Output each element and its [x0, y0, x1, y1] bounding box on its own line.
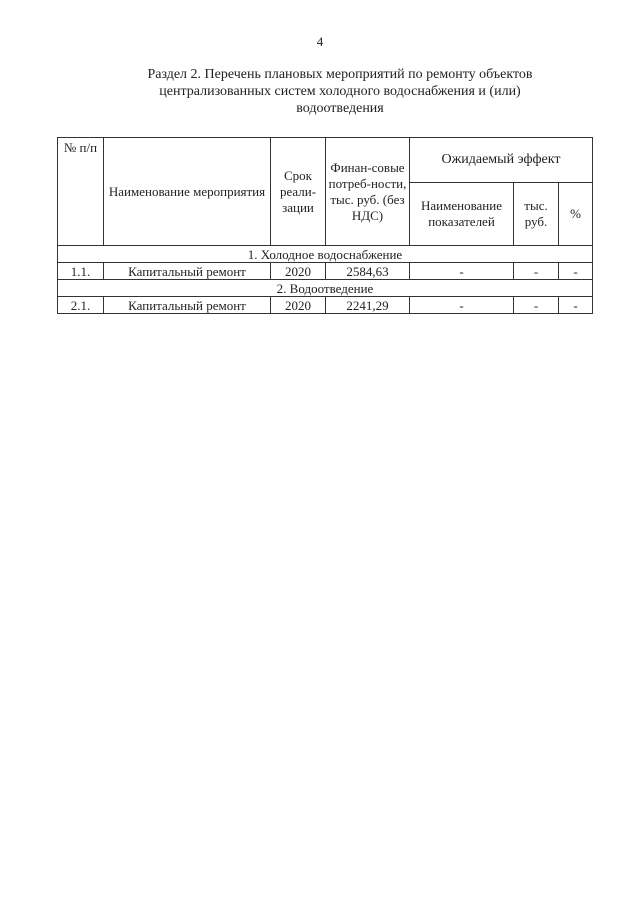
- cell-effect-rub: -: [514, 263, 559, 280]
- cell-effect-pct: -: [559, 263, 593, 280]
- cell-finance: 2241,29: [326, 297, 410, 314]
- cell-effect-rub: -: [514, 297, 559, 314]
- section-heading: 2. Водоотведение: [58, 280, 593, 297]
- section-title-line: Раздел 2. Перечень плановых мероприятий по ремонту объектов: [147, 67, 533, 82]
- header-effect: Ожидаемый эффект: [410, 138, 593, 183]
- header-name: Наименование мероприятия: [104, 138, 271, 246]
- section-title-line: водоотведения: [296, 101, 384, 116]
- cell-finance: 2584,63: [326, 263, 410, 280]
- table-header: [58, 138, 593, 246]
- header-effect-name: Наименование показателей: [410, 183, 514, 246]
- header-effect-pct: %: [559, 183, 593, 246]
- section-row: [58, 246, 593, 263]
- header-finance: Финан-совые потреб-ности, тыс. руб. (без НДС): [326, 138, 410, 246]
- header-effect-rub: тыс. руб.: [514, 183, 559, 246]
- cell-num: 2.1.: [58, 297, 104, 314]
- table-row: [58, 297, 593, 314]
- table-row: [58, 263, 593, 280]
- section-title: [80, 66, 600, 117]
- cell-effect-name: -: [410, 263, 514, 280]
- table-body: [58, 246, 593, 314]
- cell-effect-pct: -: [559, 297, 593, 314]
- cell-term: 2020: [271, 297, 326, 314]
- plan-table: [57, 137, 593, 314]
- cell-name: Капитальный ремонт: [104, 263, 271, 280]
- section-title-line: централизованных систем холодного водоснабжения и (или): [159, 84, 521, 99]
- header-num: № п/п: [58, 138, 104, 246]
- cell-effect-name: -: [410, 297, 514, 314]
- page-number: 4: [316, 34, 324, 49]
- header-term: Срок реали-зации: [271, 138, 326, 246]
- cell-name: Капитальный ремонт: [104, 297, 271, 314]
- cell-term: 2020: [271, 263, 326, 280]
- section-row: [58, 280, 593, 297]
- cell-num: 1.1.: [58, 263, 104, 280]
- section-heading: 1. Холодное водоснабжение: [58, 246, 593, 263]
